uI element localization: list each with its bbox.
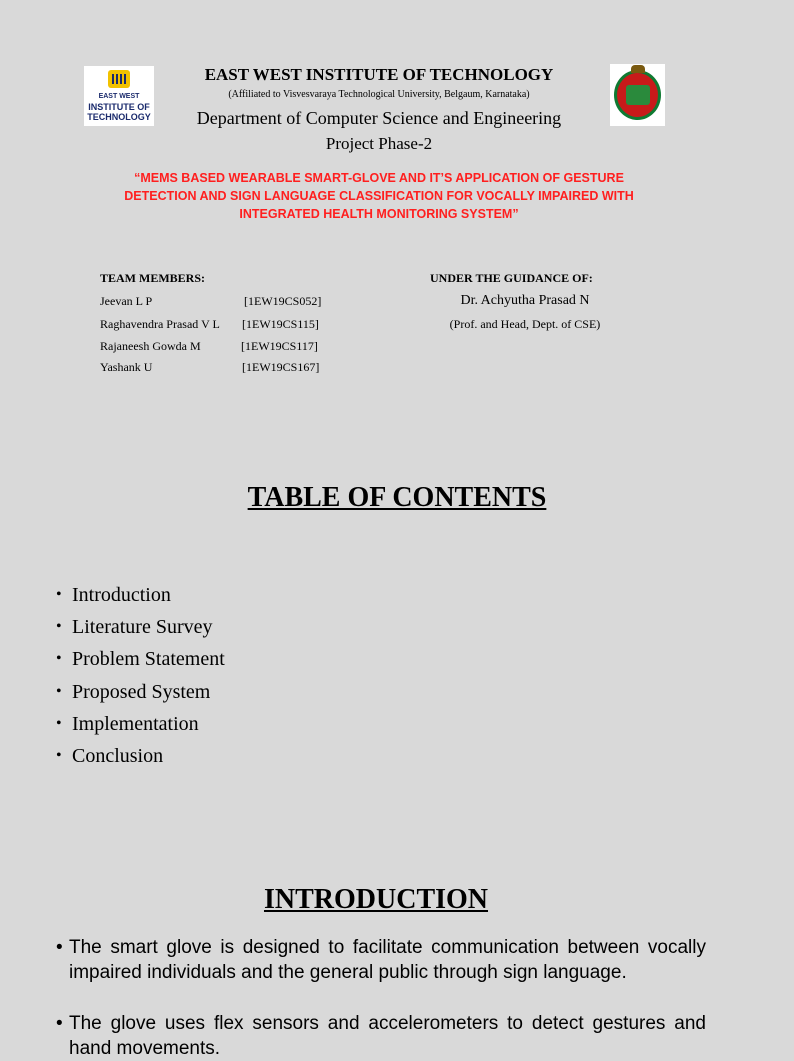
toc-item: • Problem Statement (56, 644, 225, 676)
intro-bullet: • The smart glove is designed to facilitate communication between vocally impaired individuals and the general public through sign language. (56, 936, 706, 985)
logo-text-line1: EAST WEST (98, 93, 140, 100)
toc-item: • Proposed System (56, 677, 225, 709)
affiliation-text: (Affiliated to Visvesvaraya Technological University, Belgaum, Karnataka) (228, 89, 530, 100)
guide-name: Dr. Achyutha Prasad N (460, 293, 590, 308)
title-slide (0, 0, 768, 430)
member-usn: [1EW19CS167] (242, 360, 320, 374)
introduction-title: INTRODUCTION (263, 884, 489, 915)
toc-item: • Literature Survey (56, 612, 225, 644)
project-phase: Project Phase-2 (325, 134, 433, 153)
toc-item: • Conclusion (56, 741, 225, 773)
guidance-heading: UNDER THE GUIDANCE OF: (430, 271, 593, 285)
member-name: Jeevan L P (100, 294, 153, 308)
member-usn: [1EW19CS115] (242, 317, 319, 331)
member-usn: [1EW19CS117] (241, 339, 318, 353)
toc-item: • Introduction (56, 580, 225, 612)
member-usn: [1EW19CS052] (244, 294, 322, 308)
member-name: Rajaneesh Gowda M (100, 339, 201, 353)
institute-name: EAST WEST INSTITUTE OF TECHNOLOGY (204, 65, 554, 84)
toc-list (56, 580, 225, 773)
guide-role: (Prof. and Head, Dept. of CSE) (449, 317, 601, 331)
intro-bullet: • The glove uses flex sensors and accelerometers to detect gestures and hand movements. (56, 1012, 706, 1061)
toc-item: • Implementation (56, 709, 225, 741)
toc-title: TABLE OF CONTENTS (247, 482, 547, 513)
member-name: Raghavendra Prasad V L (100, 317, 220, 331)
logo-text-line2: INSTITUTE OF TECHNOLOGY (87, 102, 151, 122)
project-title: “MEMS BASED WEARABLE SMART-GLOVE AND IT’S APPLICATION OF GESTURE DETECTION AND SIGN LANGUAGE CLASSIFICATION FOR VOCALLY IMPAIRED WITH INTEGRATED HEALTH MONITORING SYSTEM” (124, 171, 634, 221)
member-name: Yashank U (100, 360, 153, 374)
department-name: Department of Computer Science and Engineering (196, 108, 562, 128)
team-members-heading: TEAM MEMBERS: (100, 271, 205, 285)
